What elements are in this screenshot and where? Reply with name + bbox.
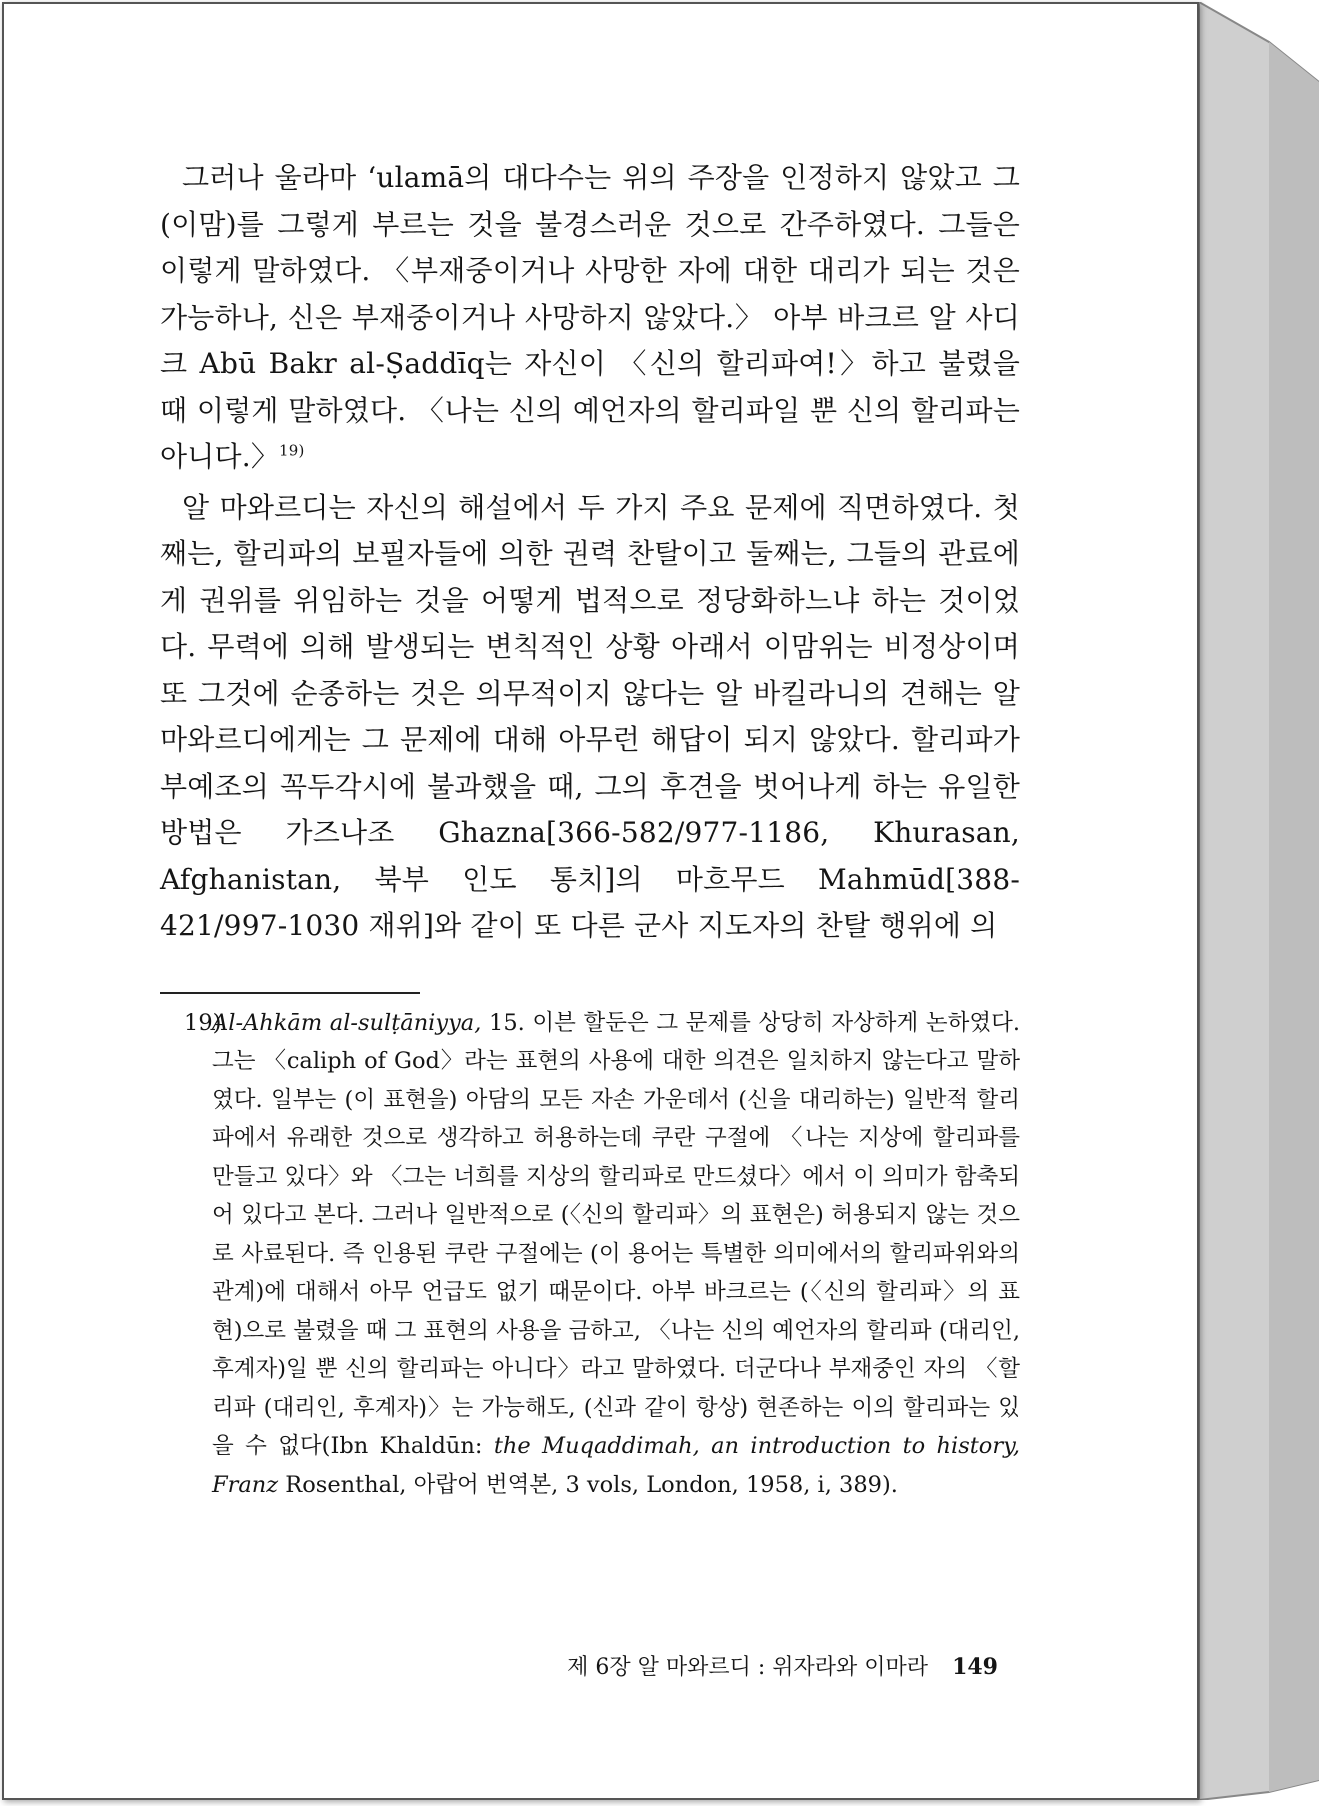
main-text [160,155,1020,950]
footnote-text-part-2: Rosenthal, 아랍어 번역본, 3 vols, London, 1958, i, 389). [278,1471,898,1498]
footnote-number: 19) [184,1009,222,1036]
paragraph-2: 알 마와르디는 자신의 해설에서 두 가지 주요 문제에 직면하였다. 첫째는, 할리파의 보필자들에 의한 권력 찬탈이고 둘째는, 그들의 관료에게 권위를 위임하는 것을 어떻게 법적으로 정당화하느냐 하는 것이었다. 무력에 의해 발생되는 변칙적인 상황 아래서 이맘위는 비정상이며 또 그것에 순종하는 것은 의무적이지 않다는 알 바킬라니의 견해는 알 마와르디에게는 그 문제에 대해 아무런 해답이 되지 않았다. 할리파가 부예조의 꼭두각시에 불과했을 때, 그의 후견을 벗어나게 하는 유일한 방법은 가즈나조 Ghazna[366-582/977-1186, Khurasan, Afghanistan, 북부 인도 통치]의 마흐무드 Mahmūd[388-421/997-1030 재위]와 같이 또 다른 군사 지도자의 찬탈 행위에 의 [160,490,1020,942]
running-footer [160,1650,1020,1681]
footnote-source-title: Al-Ahkām al-sulṭāniyya, [212,1009,482,1036]
page-content [160,155,1020,1504]
paragraph-1-text: 그러나 울라마 ‘ulamā의 대다수는 위의 주장을 인정하지 않았고 그(이맘)를 그렇게 부르는 것을 불경스러운 것으로 간주하였다. 그들은 이렇게 말하였다. 〈부재중이거나 사망한 자에 대한 대리가 되는 것은 가능하나, 신은 부재중이거나 사망하지 않았다.〉 아부 바크르 알 사디크 Abū Bakr al-Ṣaddīq는 자신이 〈신의 할리파여!〉하고 불렸을 때 이렇게 말하였다. 〈나는 신의 예언자의 할리파일 뿐 신의 할리파는 아니다.〉 [160,161,1020,473]
chapter-running-head: 제 6장 알 마와르디 : 위자라와 이마라 [567,1655,929,1680]
footnote-work-title: the Muqaddimah, an introduction to history, Franz [212,1433,1020,1498]
footnote-19 [160,1004,1020,1505]
book-page-edge [1199,2,1319,1800]
footnote-divider [160,992,420,994]
paragraph-1 [160,155,1020,481]
footnote-text-part-1: 15. 이븐 할둔은 그 문제를 상당히 자상하게 논하였다. 그는 〈caliph of God〉라는 표현의 사용에 대한 의견은 일치하지 않는다고 말하였다. 일부는 (이 표현을) 아담의 모든 자손 가운데서 (신을 대리하는) 일반적 할리파에서 유래한 것으로 생각하고 허용하는데 쿠란 구절에 〈나는 지상에 할리파를 만들고 있다〉와 〈그는 너희를 지상의 할리파로 만드셨다〉에서 이 의미가 함축되어 있다고 본다. 그러나 일반적으로 (〈신의 할리파〉의 표현은) 허용되지 않는 것으로 사료된다. 즉 인용된 쿠란 구절에는 (이 용어는 특별한 의미에서의 할리파위와의 관계)에 대해서 아무 언급도 없기 때문이다. 아부 바크르는 (〈신의 할리파〉의 표현)으로 불렸을 때 그 표현의 사용을 금하고, 〈나는 신의 예언자의 할리파 (대리인, 후계자)일 뿐 신의 할리파는 아니다〉라고 말하였다. 더군다나 부재중인 자의 〈할리파 (대리인, 후계자)〉는 가능해도, (신과 같이 항상) 현존하는 이의 할리파는 있을 수 없다(Ibn Khaldūn: [212,1009,1020,1459]
footnote-reference: 19) [279,441,305,460]
page-number: 149 [952,1654,998,1680]
